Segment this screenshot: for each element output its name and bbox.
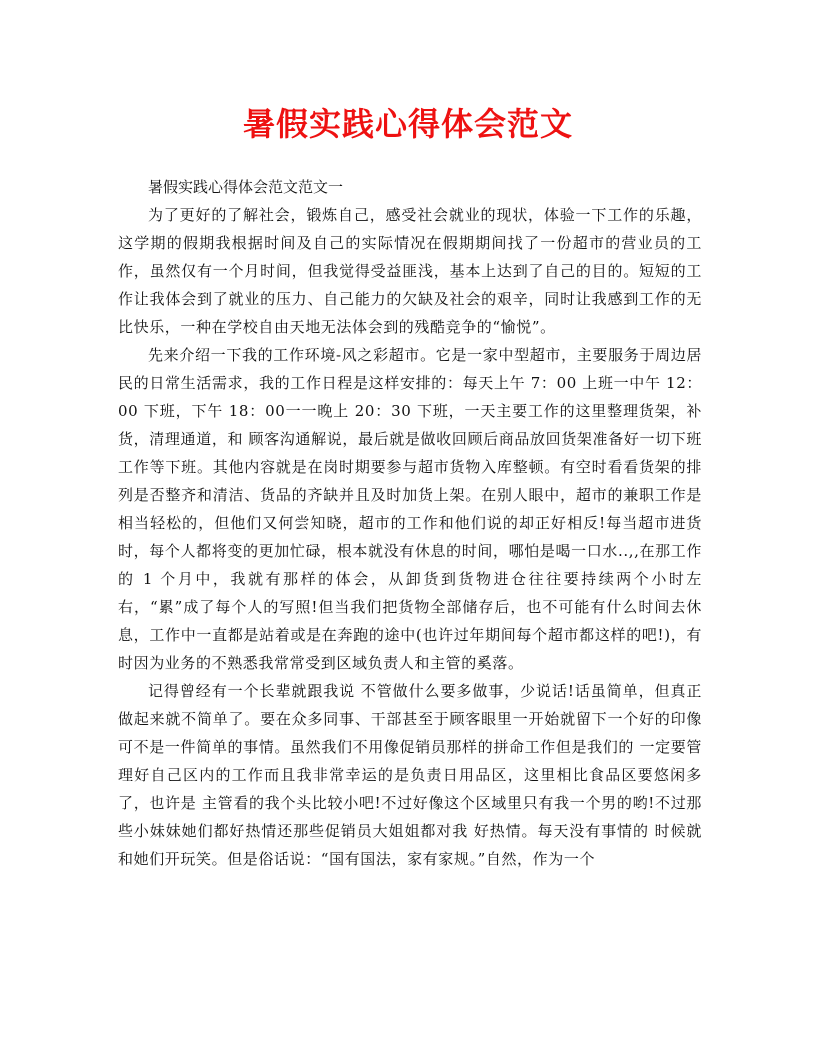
document-subtitle: 暑假实践心得体会范文范文一 — [148, 178, 344, 196]
body-paragraph: 先来介绍一下我的工作环境-风之彩超市。它是一家中型超市，主要服务于周边居民的日常生活需求，我的工作日程是这样安排的：每天上午 7：00 上班一中午 12：00 下班，下午 18：00一一晚上 20：30 下班，一天主要工作的这里整理货架，补货，清理通道，和 顾客沟通解说，最后就是做收回顾后商品放回货架准备好一切下班工作等下班。其他内容就是在岗时期要参与超市货物入库整顿。有空时看看货架的排列是否整齐和清洁、货品的齐缺并且及时加货上架。在别人眼中，超市的兼职工作是相当轻松的，但他们又何尝知晓，超市的工作和他们说的却正好相反!每当超市进货时，每个人都将变的更加忙碌，根本就没有休息的时间，哪怕是喝一口水..,,在那工作的 1 个月中，我就有那样的体会，从卸货到货物进仓往往要持续两个小时左右，“累”成了每个人的写照!但当我们把货物全部储存后，也不可能有什么时间去休息，工作中一直都是站着或是在奔跑的途中(也许过年期间每个超市都这样的吧!)，有时因为业务的不熟悉我常常受到区域负责人和主管的奚落。 — [118, 346, 702, 672]
document-body — [118, 173, 702, 873]
document-title: 暑假实践心得体会范文 — [242, 105, 573, 143]
body-paragraph: 记得曾经有一个长辈就跟我说 不管做什么要多做事，少说话!话虽简单，但真正做起来就不简单了。要在众多同事、干部甚至于顾客眼里一开始就留下一个好的印像可不是一件简单的事情。虽然我们不用像促销员那样的拼命工作但是我们的 一定要管理好自己区内的工作而且我非常幸运的是负责日用品区，这里相比食品区要悠闲多了，也许是 主管看的我个头比较小吧!不过好像这个区域里只有我一个男的哟!不过那些小妹妹她们都好热情还那些促销员大姐姐都对我 好热情。每天没有事情的 时候就和她们开玩笑。但是俗话说：“国有国法，家有家规。”自然，作为一个 — [118, 682, 702, 868]
body-paragraph: 为了更好的了解社会，锻炼自己，感受社会就业的现状，体验一下工作的乐趣，这学期的假期我根据时间及自己的实际情况在假期期间找了一份超市的营业员的工作，虽然仅有一个月时间，但我觉得受益匪浅，基本上达到了自己的目的。短短的工作让我体会到了就业的压力、自己能力的欠缺及社会的艰辛，同时让我感到工作的无比快乐，一种在学校自由天地无法体会到的残酷竞争的“愉悦”。 — [118, 206, 702, 336]
